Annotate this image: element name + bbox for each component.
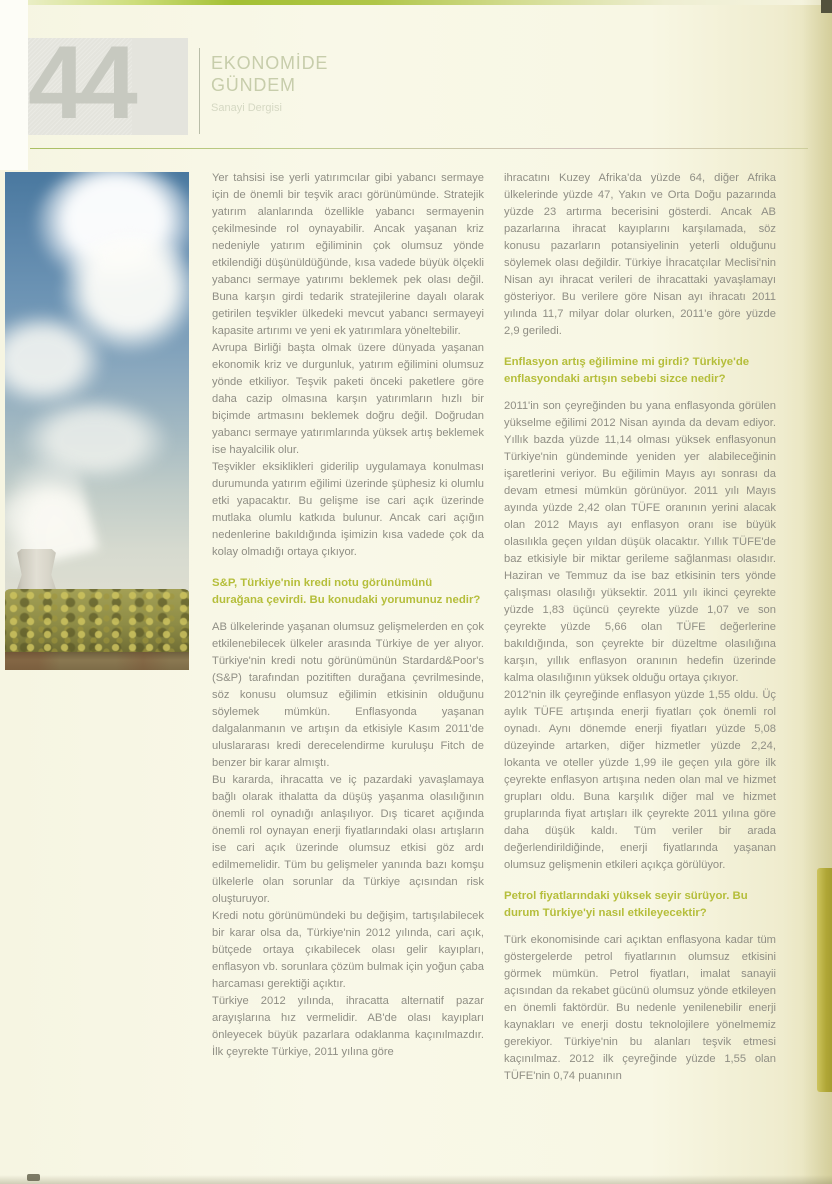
paragraph: Avrupa Birliği başta olmak üzere dünyada yaşanan ekonomik kriz ve durgunluk, yatırım eğilimini olumsuz yönde etkiliyor. Teşvik paketi önceki paketlere göre daha cazip olmasına karşın yatırımların hızlı bir biçimde artmasını beklemek doğru değil. Doğrudan yabancı sermaye yatırımlarında yüksek artış beklemek ise hayalcilik olur. bbox=[212, 342, 484, 456]
paragraph: Kredi notu görünümündeki bu değişim, tartışılabilecek bir karar olsa da, Türkiye'nin 2012 yılında, cari açık, bütçede ortaya çıkabilecek olası gelir kayıpları, enflasyon vb. sorunlara çözüm bulmak için yoğun çaba harcaması gerektiği açıktır. bbox=[212, 910, 484, 990]
page-number: 44 bbox=[28, 38, 132, 135]
tree-line bbox=[5, 589, 189, 653]
section-title-line2: GÜNDEM bbox=[211, 75, 296, 95]
question-heading-credit-rating: S&P, Türkiye'nin kredi notu görünümünü durağana çevirdi. Bu konudaki yorumunuz nedir? bbox=[212, 577, 481, 606]
corner-mark bbox=[821, 0, 832, 13]
page-number-box bbox=[28, 38, 188, 135]
column-left bbox=[212, 170, 484, 1061]
header-rule bbox=[30, 148, 808, 149]
next-page-edge bbox=[817, 868, 832, 1092]
paragraph: 2012'nin ilk çeyreğinde enflasyon yüzde 1,55 oldu. Üç aylık TÜFE artışında enerji fiyatları çok önemli rol oynadı. Aynı dönemde enerji fiyatları yüzde 5,08 düzeyinde artarken, diğer hizmetler yüzde 2,24, lokanta ve oteller yüzde 1,99 ile geçen yıla göre ilk çeyrekte enflasyon artışına neden olan mal ve hizmet grupları oldu. Buna karşılık diğer mal ve hizmet gruplarında fiyat artışları ilk çeyrekte 2011 yılına göre daha düşük kaldı. Tüm veriler bir arada değerlendirildiğinde, enerji fiyatlarında yaşanan olumsuz gelişmenin etkileri açıkça görülüyor. bbox=[504, 689, 776, 871]
field bbox=[5, 652, 189, 670]
left-scan-margin bbox=[0, 0, 28, 170]
paragraph: 2011'in son çeyreğinden bu yana enflasyonda görülen yükselme eğilimi 2012 Nisan ayında da devam ediyor. Yıllık bazda yüzde 11,14 olması yüksek enflasyonun Türkiye'nin gündeminde yeniden yer alabileceğinin işaretlerini veriyor. Bu eğilimin Mayıs ayı sonrası da devam etmesi mümkün görünüyor. 2011 yılı Mayıs ayında yüzde 2,42 olan TÜFE oranının yerini alacak olan 2012 Mayıs ayı enflasyon oranı ise büyük olasılıkla geçen yıldan düşük olacaktır. Yıllık TÜFE'de baz etkisiyle bir miktar gerileme sağlanması olasıdır. Haziran ve Temmuz da ise baz etkisinin ters yönde çalışması olasılığı yüksektir. 2011 yılı ikinci çeyrekte yüzde 1,83 üçüncü çeyrekte yüzde 1,07 ve son çeyrekte yüzde 5,66 olan TÜFE değerlerine bakıldığında, son çeyrekte bir düzeltme olasılığına karşın, yıllık enflasyon oranının hedefin üzerinde kalma olasılığının yüksek olduğu ortaya çıkıyor. bbox=[504, 400, 776, 684]
paragraph: Teşvikler eksiklikleri giderilip uygulamaya konulması durumunda yatırım eğilimi üzerinde şüphesiz ki olumlu etki yapacaktır. Bu gelişme ise cari açık üzerinde mutlaka olumlu katkıda bulunur. Ancak cari açığın nedenlerine bakıldığında işimizin kısa vadede çok da kolay olmadığı ortaya çıkıyor. bbox=[212, 461, 484, 558]
section-title-line1: EKONOMİDE bbox=[211, 53, 329, 73]
section-title bbox=[211, 52, 328, 96]
magazine-name: Sanayi Dergisi bbox=[211, 102, 282, 114]
question-heading-oil-prices: Petrol fiyatlarındaki yüksek seyir sürüyor. Bu durum Türkiye'yi nasıl etkileyecektir? bbox=[504, 890, 748, 919]
paragraph: Yer tahsisi ise yerli yatırımcılar gibi yabancı sermaye için de önemli bir teşvik aracı görünümünde. Stratejik yatırım alanlarında özellikle yabancı sermayenin çekilmesinde rol oynayabilir. Ancak yaşanan kriz nedeniyle yatırım eğiliminin çok olumsuz yönde etkilendiği düşünüldüğünde, kısa vadede büyük ölçekli yabancı sermaye yatırımı beklemek pek olası değil. Buna karşın girdi tedarik stratejilerine dayalı olarak getirilen teşvikler ülkedeki mevcut yabancı sermayeyi kapasite artırımı ve yeni ek yatırımlara yöneltebilir. bbox=[212, 172, 484, 337]
paragraph: ihracatını Kuzey Afrika'da yüzde 64, diğer Afrika ülkelerinde yüzde 47, Yakın ve Orta Doğu pazarında yüzde 23 artırma becerisini gösterdi. Ancak AB pazarlarına ihracat kayıplarını karşılamada, söz konusu pazarların potansiyelinin yeterli olduğunu söylemek olası değildir. Türkiye İhracatçılar Meclisi'nin Nisan ayı ihracat verileri de ihracattaki yavaşlamayı gösteriyor. Bu verilere göre Nisan ayı ihracatı 2011 yılında 11,7 milyar dolar olurken, 2011'e göre yüzde 2,9 geriledi. bbox=[504, 172, 776, 337]
paragraph: Türk ekonomisinde cari açıktan enflasyona kadar tüm göstergelerde petrol fiyatlarının olumsuz etkisini görmek mümkün. Petrol fiyatları, imalat sanayii açısından da rekabet gücünü olumsuz yönde etkileyen en önemli faktördür. Bu nedenle yenilenebilir enerji kaynakları ve enerji dostu teknolojilere yönelmemiz gerekiyor. Türkiye'nin bu alanları teşvik etmesi kaçınılmaz. 2012 ilk çeyreğinde yüzde 1,55 olan TÜFE'nin 0,74 puanının bbox=[504, 934, 776, 1082]
bottom-edge-shade bbox=[0, 1175, 832, 1184]
paragraph: AB ülkelerinde yaşanan olumsuz gelişmelerden en çok etkilenebilecek ülkeler arasında Türkiye de yer alıyor. Türkiye'nin kredi notu görünümünün Stardard&Poor's (S&P) tarafından pozitiften durağana çevrilmesinde, söz konusu olumsuz eğilimin etkisinin olduğunu söylemek mümkün. Enflasyonda yaşanan dalgalanmanın ve artışın da etkisiyle Kasım 2011'de uluslararası kredi derecelendirme kuruluşu Fitch de benzer bir karar almıştı. bbox=[212, 621, 484, 769]
paragraph: Türkiye 2012 yılında, ihracatta alternatif pazar arayışlarına hız vermelidir. AB'de olası kayıpları önleyecek büyük pazarlara odaklanma kaçınılmazdır. İlk çeyrekte Türkiye, 2011 yılına göre bbox=[212, 995, 484, 1058]
top-edge-strip bbox=[0, 0, 832, 5]
bottom-edge-speck bbox=[27, 1174, 40, 1181]
article-photo bbox=[5, 172, 189, 670]
question-heading-inflation: Enflasyon artış eğilimine mi girdi? Türkiye'de enflasyondaki artışın sebebi sizce nedir? bbox=[504, 356, 750, 385]
paragraph: Bu kararda, ihracatta ve iç pazardaki yavaşlamaya bağlı olarak ithalatta da düşüş yaşanma olasılığının önemli rol oynadığı anlaşılıyor. Dış ticaret açığında önemli rol oynayan enerji fiyatlarındaki olası artışların ise cari açık üzerinde olumsuz etkisi göz ardı edilmemelidir. Tüm bu gelişmeler yanında bazı komşu ülkelerle olan sorunlar da Türkiye açısından risk oluşturuyor. bbox=[212, 774, 484, 905]
column-right bbox=[504, 170, 776, 1085]
header-divider bbox=[199, 48, 200, 134]
